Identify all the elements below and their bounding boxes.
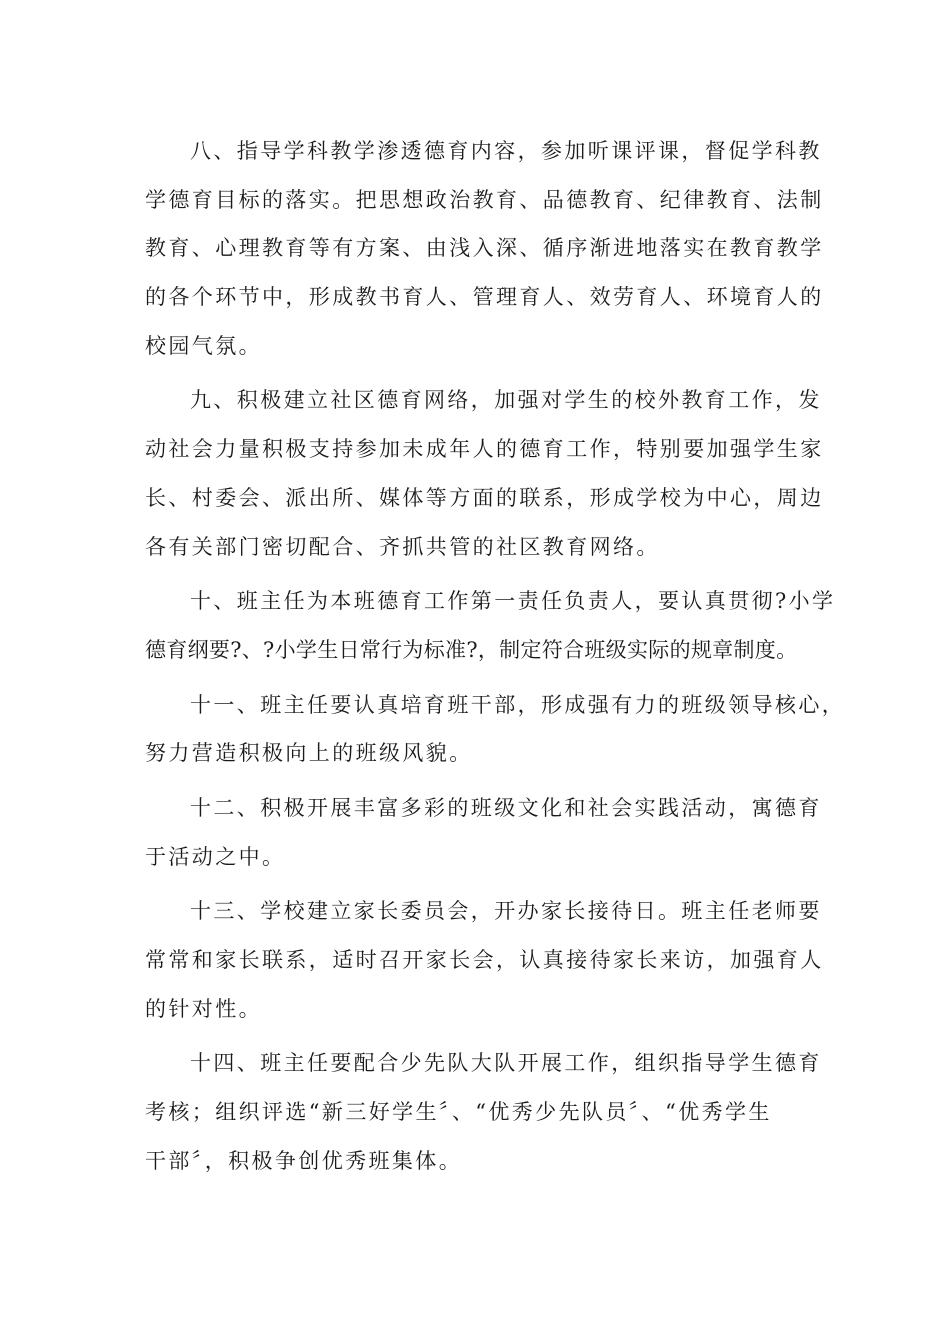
text-line: 十三、学校建立家长委员会，开办家长接待日。班主任老师要 <box>190 899 822 924</box>
text-line: 九、积极建立社区德育网络，加强对学生的校外教育工作，发 <box>190 388 822 413</box>
text-line: 十、班主任为本班德育工作第一责任负责人，要认真贯彻?小学 <box>190 589 836 614</box>
text-line: 学德育目标的落实。把思想政治教育、品德教育、纪律教育、法制 <box>145 187 824 212</box>
text-line: 考核；组织评选“新三好学生〞、“优秀少先队员〞、“优秀学生 <box>145 1100 772 1125</box>
text-line: 动社会力量积极支持参加未成年人的德育工作，特别要加强学生家 <box>145 437 824 462</box>
text-line: 十四、班主任要配合少先队大队开展工作，组织指导学生德育 <box>190 1051 822 1076</box>
text-line: 教育、心理教育等有方案、由浅入深、循序渐进地落实在教育教学 <box>145 236 824 261</box>
text-line: 努力营造积极向上的班级风貌。 <box>145 741 473 766</box>
paragraph-13 <box>145 887 824 1033</box>
text-line: 各有关部门密切配合、齐抓共管的社区教育网络。 <box>145 534 660 559</box>
text-line: 的各个环节中，形成教书育人、管理育人、效劳育人、环境育人的 <box>145 285 824 310</box>
text-line: 八、指导学科教学渗透德育内容，参加听课评课，督促学科教 <box>190 139 822 163</box>
text-line: 长、村委会、派出所、媒体等方面的联系，形成学校为中心，周边 <box>145 485 824 510</box>
paragraph-9 <box>145 376 824 571</box>
text-line: 德育纲要?、?小学生日常行为标准?，制定符合班级实际的规章制度。 <box>145 637 798 662</box>
paragraph-12 <box>145 784 822 881</box>
paragraph-8 <box>145 127 824 370</box>
paragraph-10 <box>145 577 836 674</box>
text-line: 十二、积极开展丰富多彩的班级文化和社会实践活动，寓德育 <box>190 795 822 820</box>
text-line: 常常和家长联系，适时召开家长会，认真接待家长来访，加强育人 <box>145 948 824 972</box>
paragraph-11 <box>145 681 846 778</box>
document-body <box>145 127 846 1185</box>
text-line: 干部〞，积极争创优秀班集体。 <box>145 1148 463 1173</box>
text-line: 十一、班主任要认真培育班干部，形成强有力的班级领导核心， <box>190 692 846 717</box>
text-line: 校园气氛。 <box>145 333 262 358</box>
text-line: 于活动之中。 <box>145 844 286 869</box>
paragraph-14 <box>145 1039 822 1185</box>
text-line: 的针对性。 <box>145 996 262 1021</box>
